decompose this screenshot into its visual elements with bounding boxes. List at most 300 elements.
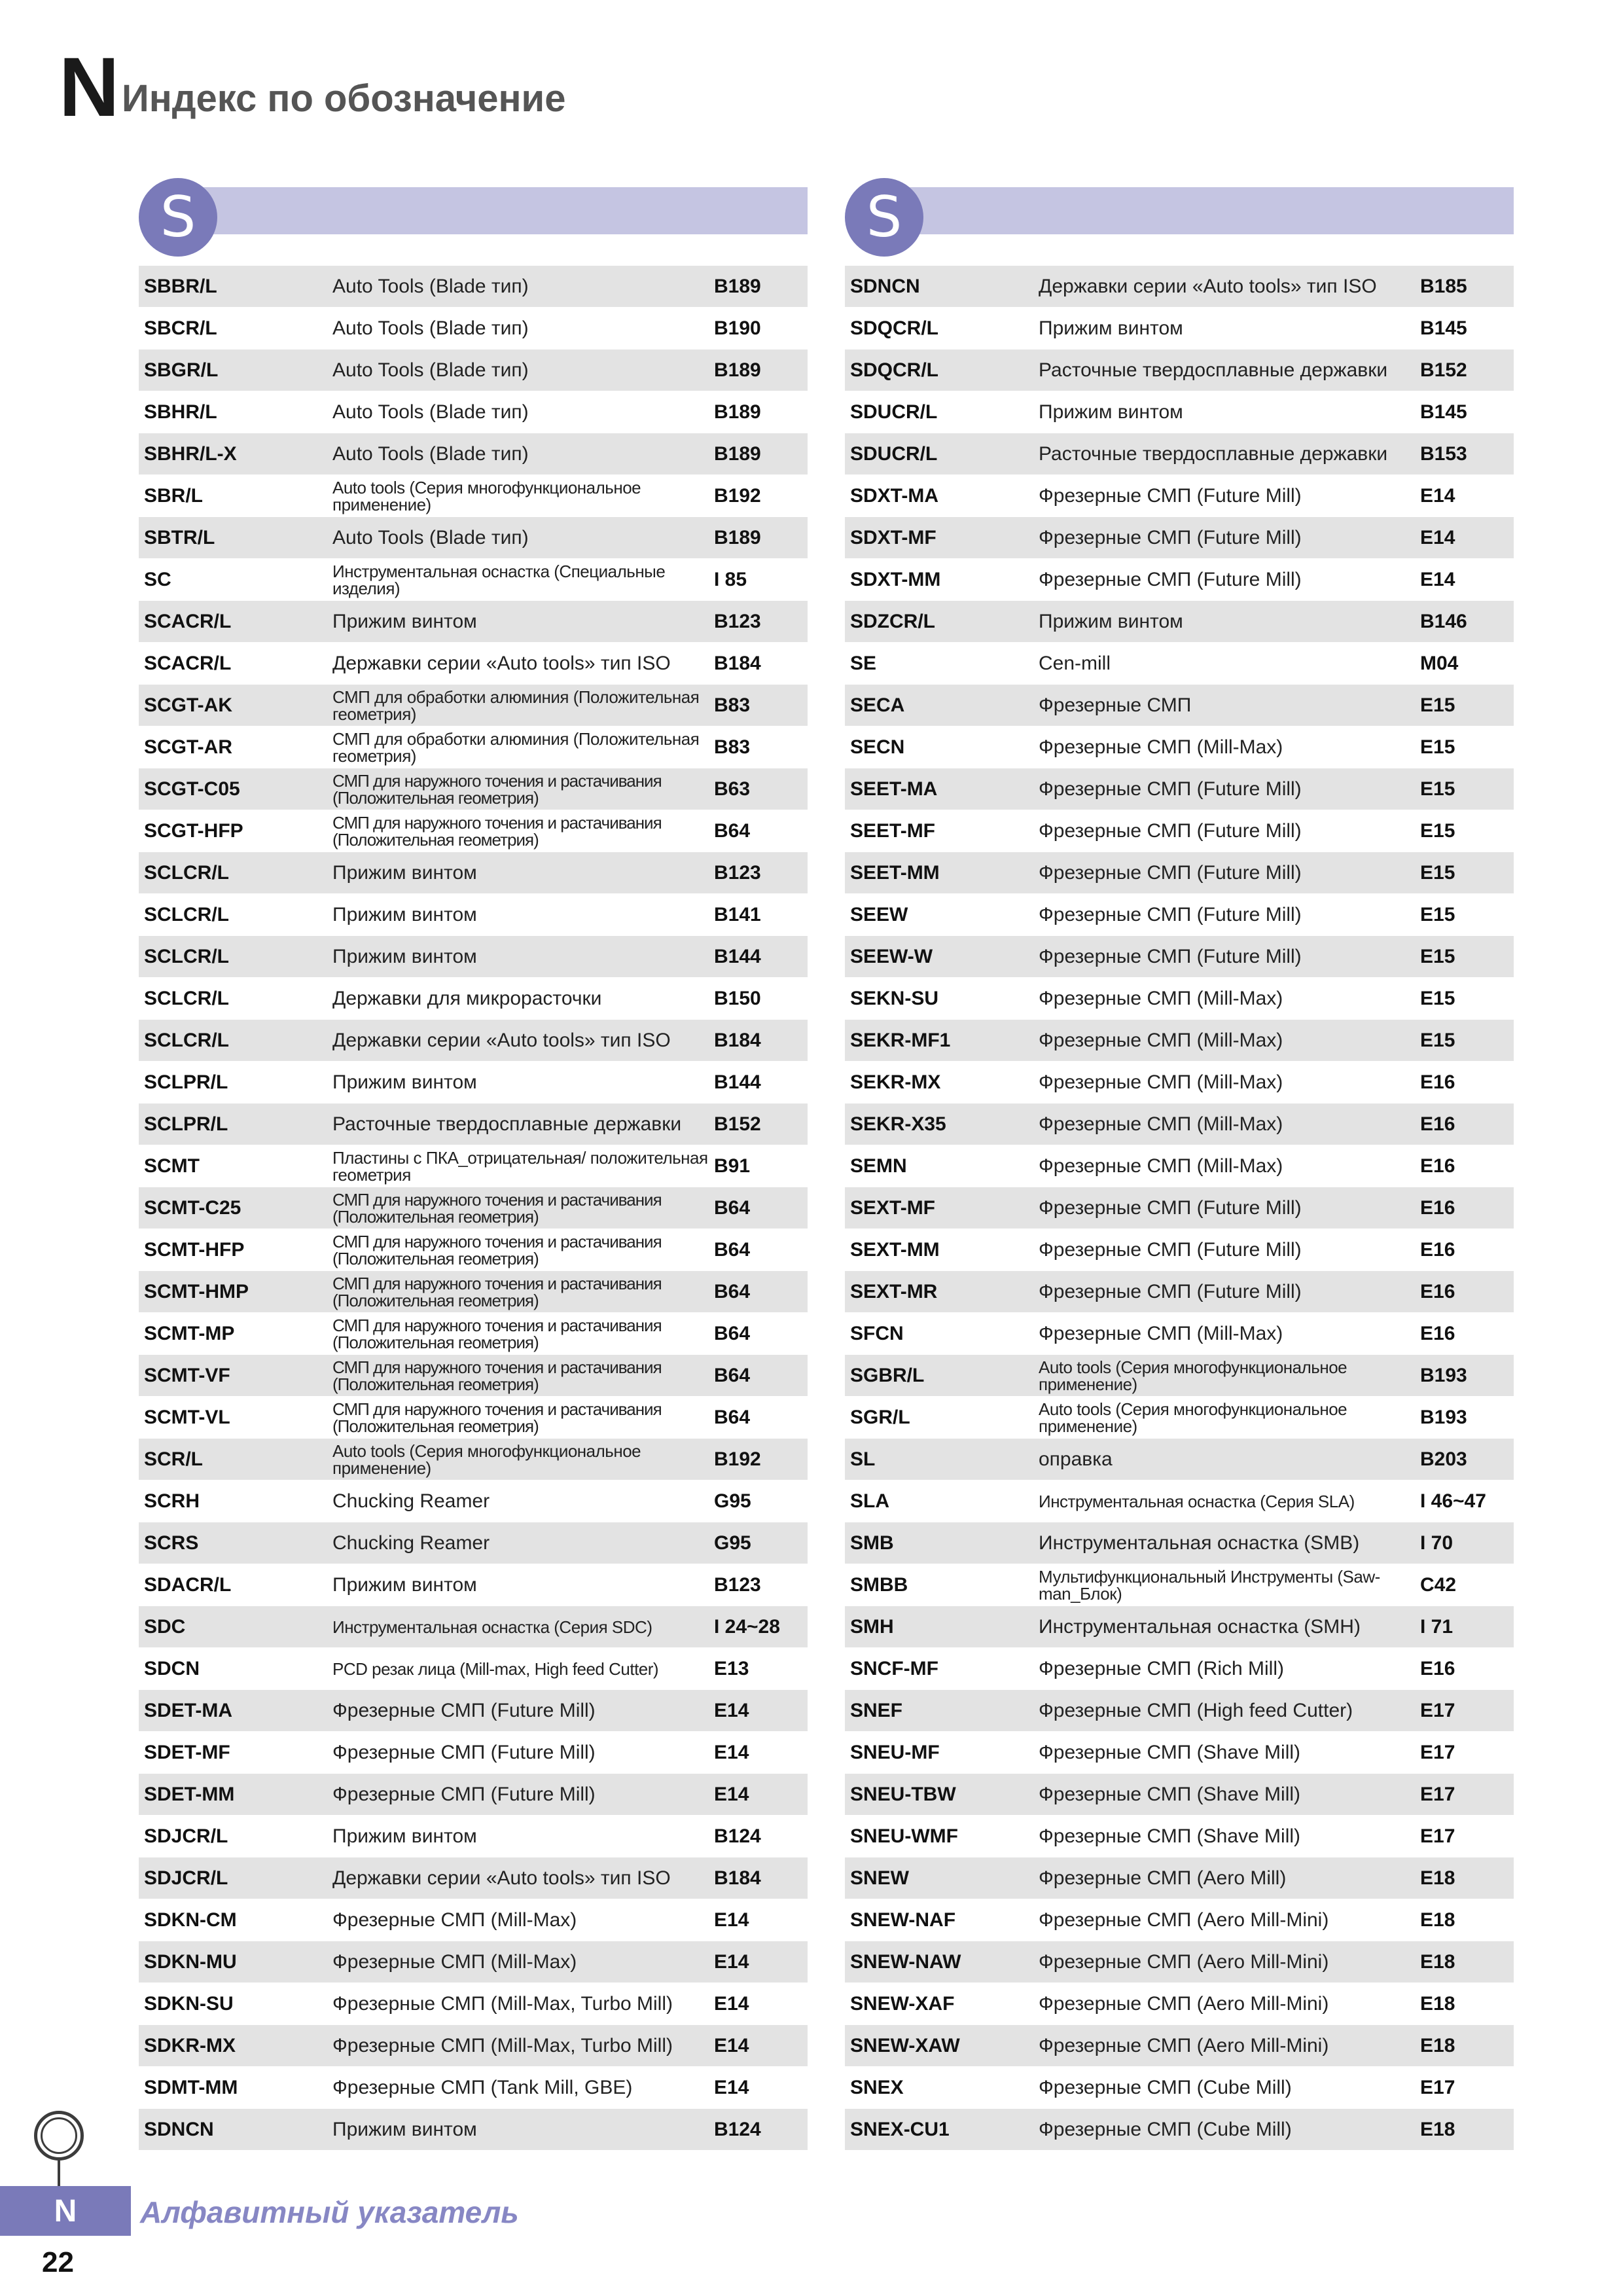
- designation-code: SDNCN: [850, 275, 920, 297]
- footer-title: Алфавитный указатель: [140, 2195, 519, 2229]
- description: Auto Tools (Blade тип): [332, 359, 529, 381]
- page-reference: E15: [1420, 736, 1455, 758]
- designation-code: SFCN: [850, 1322, 904, 1344]
- description: Chucking Reamer: [332, 1490, 490, 1512]
- designation-code: SNEW-NAW: [850, 1950, 961, 1973]
- description: Фрезерные СМП (Future Mill): [1039, 1280, 1302, 1302]
- page-reference: B189: [714, 442, 761, 465]
- description: СМП для наружного точения и растачивания (Положительная геометрия): [332, 812, 662, 850]
- page-reference: E16: [1420, 1155, 1455, 1177]
- description: Auto Tools (Blade тип): [332, 526, 529, 548]
- table-row: [845, 1983, 1514, 2025]
- page-reference: B83: [714, 736, 751, 758]
- page-reference: B63: [714, 778, 751, 800]
- description: Фрезерные СМП (Future Mill): [1039, 1196, 1302, 1219]
- table-row: [845, 1816, 1514, 1857]
- page-reference: B123: [714, 610, 761, 632]
- table-row: [845, 726, 1514, 768]
- table-row: [139, 2067, 808, 2109]
- designation-code: SNEW-XAW: [850, 2034, 960, 2056]
- page-reference: E18: [1420, 1950, 1455, 1973]
- description: СМП для обработки алюминия (Положительная геометрия): [332, 687, 700, 724]
- description: Фрезерные СМП (Mill-Max): [1039, 736, 1283, 758]
- description: Прижим винтом: [1039, 317, 1183, 339]
- description: Фрезерные СМП (Future Mill): [1039, 945, 1302, 967]
- designation-code: SNEX-CU1: [850, 2118, 950, 2140]
- page-reference: E16: [1420, 1196, 1455, 1219]
- designation-code: SMH: [850, 1615, 894, 1638]
- designation-code: SBTR/L: [144, 526, 215, 548]
- designation-code: SCGT-HFP: [144, 819, 243, 842]
- designation-code: SGBR/L: [850, 1364, 925, 1386]
- description: Державки для микрорасточки: [332, 987, 602, 1009]
- table-row: [845, 1229, 1514, 1271]
- description: Инструментальная оснастка (Специальные изделия): [332, 561, 666, 598]
- chapter-tab: N: [0, 2186, 131, 2236]
- description: Фрезерные СМП (Rich Mill): [1039, 1657, 1284, 1679]
- description: СМП для наружного точения и растачивания (Положительная геометрия): [332, 1315, 662, 1352]
- designation-code: SDQCR/L: [850, 317, 938, 339]
- page-reference: B189: [714, 526, 761, 548]
- designation-code: SEXT-MR: [850, 1280, 938, 1302]
- table-row: [139, 1941, 808, 1983]
- table-row: [139, 936, 808, 978]
- designation-code: SCACR/L: [144, 610, 232, 632]
- page-reference: E15: [1420, 861, 1455, 884]
- page-reference: G95: [714, 1532, 751, 1554]
- table-row: [139, 391, 808, 433]
- table-row: [139, 1313, 808, 1355]
- designation-code: SCRH: [144, 1490, 200, 1512]
- description: Фрезерные СМП (Future Mill): [332, 1699, 596, 1721]
- description: Chucking Reamer: [332, 1532, 490, 1554]
- page-reference: B123: [714, 861, 761, 884]
- description: Расточные твердосплавные державки: [1039, 359, 1388, 381]
- description: Auto tools (Серия многофункциональное применение): [1039, 1399, 1347, 1436]
- page-reference: E15: [1420, 903, 1455, 925]
- table-row: [845, 1313, 1514, 1355]
- table-row: [139, 475, 808, 517]
- table-row: [139, 1271, 808, 1313]
- designation-code: SDC: [144, 1615, 186, 1638]
- description: Фрезерные СМП (Mill-Max, Turbo Mill): [332, 2034, 673, 2056]
- table-row: [845, 1690, 1514, 1732]
- table-row: [139, 1229, 808, 1271]
- designation-code: SDCN: [144, 1657, 200, 1679]
- page-number: 22: [42, 2246, 74, 2278]
- section-bar: [884, 187, 1514, 234]
- description: Фрезерные СМП (Mill-Max): [1039, 1071, 1283, 1093]
- table-row: [845, 1648, 1514, 1690]
- description: Auto tools (Серия многофункциональное применение): [1039, 1357, 1347, 1394]
- description: PCD резак лица (Mill-max, High feed Cutter): [332, 1659, 659, 1679]
- page-reference: B184: [714, 1867, 761, 1889]
- table-row: [845, 391, 1514, 433]
- designation-code: SEKR-MX: [850, 1071, 941, 1093]
- designation-code: SDNCN: [144, 2118, 214, 2140]
- designation-code: SDET-MM: [144, 1783, 235, 1805]
- description: Auto Tools (Blade тип): [332, 317, 529, 339]
- table-row: [139, 433, 808, 475]
- page-reference: B193: [1420, 1364, 1467, 1386]
- designation-code: SCLCR/L: [144, 987, 229, 1009]
- table-row: [845, 1187, 1514, 1229]
- description: Фрезерные СМП (Future Mill): [1039, 526, 1302, 548]
- designation-code: SDET-MF: [144, 1741, 230, 1763]
- designation-code: SCMT-VL: [144, 1406, 230, 1428]
- page-reference: E14: [714, 1699, 749, 1721]
- table-row: [139, 1857, 808, 1899]
- page-reference: E17: [1420, 1783, 1455, 1805]
- page-reference: E17: [1420, 1741, 1455, 1763]
- designation-code: SDUCR/L: [850, 442, 938, 465]
- page-reference: E15: [1420, 987, 1455, 1009]
- page-reference: B189: [714, 359, 761, 381]
- designation-code: SEMN: [850, 1155, 907, 1177]
- description: СМП для обработки алюминия (Положительная геометрия): [332, 728, 700, 766]
- table-row: [845, 2067, 1514, 2109]
- designation-code: SDXT-MA: [850, 484, 938, 507]
- description: СМП для наружного точения и растачивания (Положительная геометрия): [332, 770, 662, 808]
- designation-code: SDUCR/L: [850, 401, 938, 423]
- designation-code: SDQCR/L: [850, 359, 938, 381]
- table-row: [139, 726, 808, 768]
- page-reference: E16: [1420, 1280, 1455, 1302]
- page-reference: B144: [714, 945, 761, 967]
- description: Прижим винтом: [332, 1825, 477, 1847]
- page-reference: B185: [1420, 275, 1467, 297]
- designation-code: SNEU-MF: [850, 1741, 940, 1763]
- description: Фрезерные СМП (Future Mill): [1039, 778, 1302, 800]
- designation-code: SMBB: [850, 1573, 908, 1596]
- designation-code: SCACR/L: [144, 652, 232, 674]
- designation-code: SEET-MM: [850, 861, 940, 884]
- description: Инструментальная оснастка (SMB): [1039, 1532, 1360, 1554]
- description: Фрезерные СМП (Future Mill): [1039, 819, 1302, 842]
- page-reference: E16: [1420, 1322, 1455, 1344]
- designation-code: SNEW-XAF: [850, 1992, 955, 2015]
- page-reference: E16: [1420, 1071, 1455, 1093]
- page-reference: B184: [714, 1029, 761, 1051]
- description: оправка: [1039, 1448, 1113, 1470]
- index-column-left: [139, 178, 808, 2151]
- page-reference: I 46~47: [1420, 1490, 1486, 1512]
- table-row: [845, 810, 1514, 852]
- page-reference: E16: [1420, 1238, 1455, 1261]
- designation-code: SCRS: [144, 1532, 199, 1554]
- ring-binder-stem: [58, 2160, 60, 2186]
- description: Фрезерные СМП (Future Mill): [1039, 484, 1302, 507]
- page-reference: B64: [714, 1280, 751, 1302]
- page-reference: E17: [1420, 1699, 1455, 1721]
- designation-code: SDKR-MX: [144, 2034, 236, 2056]
- table-row: [845, 852, 1514, 894]
- description: Фрезерные СМП (Mill-Max): [1039, 987, 1283, 1009]
- page-reference: B64: [714, 1196, 751, 1219]
- table-row: [845, 517, 1514, 559]
- description: Прижим винтом: [332, 1071, 477, 1093]
- description: Державки серии «Auto tools» тип ISO: [332, 652, 671, 674]
- designation-code: SEXT-MM: [850, 1238, 940, 1261]
- page-reference: E14: [714, 1783, 749, 1805]
- description: Державки серии «Auto tools» тип ISO: [332, 1867, 671, 1889]
- page-reference: E18: [1420, 2118, 1455, 2140]
- page-reference: B64: [714, 1322, 751, 1344]
- chapter-letter: N: [59, 41, 117, 134]
- table-row: [139, 685, 808, 726]
- designation-code: SEET-MA: [850, 778, 938, 800]
- table-row: [139, 1145, 808, 1187]
- table-row: [845, 936, 1514, 978]
- table-row: [845, 2025, 1514, 2067]
- designation-code: SGR/L: [850, 1406, 910, 1428]
- description: Фрезерные СМП (Aero Mill): [1039, 1867, 1287, 1889]
- designation-code: SEXT-MF: [850, 1196, 936, 1219]
- table-row: [139, 1480, 808, 1522]
- table-row: [139, 1690, 808, 1732]
- page-reference: B145: [1420, 401, 1467, 423]
- page-reference: E18: [1420, 1867, 1455, 1889]
- page-reference: B64: [714, 1406, 751, 1428]
- designation-code: SDKN-MU: [144, 1950, 237, 1973]
- designation-code: SEEW-W: [850, 945, 933, 967]
- designation-code: SCGT-AK: [144, 694, 232, 716]
- table-row: [845, 1103, 1514, 1145]
- designation-code: SNEX: [850, 2076, 904, 2098]
- description: Расточные твердосплавные державки: [1039, 442, 1388, 465]
- page-reference: E18: [1420, 1992, 1455, 2015]
- table-row: [845, 1271, 1514, 1313]
- page-reference: B141: [714, 903, 761, 925]
- description: Расточные твердосплавные державки: [332, 1113, 682, 1135]
- page-reference: E16: [1420, 1113, 1455, 1135]
- ring-binder-inner: [41, 2117, 77, 2154]
- description: Инструментальная оснастка (SMH): [1039, 1615, 1361, 1638]
- table-row: [845, 1062, 1514, 1103]
- table-row: [139, 1522, 808, 1564]
- description: СМП для наружного точения и растачивания (Положительная геометрия): [332, 1357, 662, 1394]
- table-row: [139, 1899, 808, 1941]
- description: Фрезерные СМП (Aero Mill-Mini): [1039, 1909, 1329, 1931]
- table-row: [139, 1355, 808, 1397]
- page-reference: E14: [714, 1741, 749, 1763]
- description: СМП для наружного точения и растачивания (Положительная геометрия): [332, 1273, 662, 1310]
- page-reference: E16: [1420, 1657, 1455, 1679]
- description: Фрезерные СМП (Shave Mill): [1039, 1783, 1301, 1805]
- designation-code: SCLCR/L: [144, 945, 229, 967]
- designation-code: SNEW-NAF: [850, 1909, 956, 1931]
- page-reference: B152: [1420, 359, 1467, 381]
- page-reference: B83: [714, 694, 751, 716]
- designation-code: SCLPR/L: [144, 1113, 228, 1135]
- section-letter-badge: S: [845, 178, 923, 257]
- designation-code: SCMT: [144, 1155, 200, 1177]
- description: Фрезерные СМП (Future Mill): [332, 1741, 596, 1763]
- section-header: [139, 178, 808, 259]
- page-reference: B192: [714, 484, 761, 507]
- designation-code: SECA: [850, 694, 905, 716]
- description: Auto Tools (Blade тип): [332, 401, 529, 423]
- description: Фрезерные СМП (Mill-Max): [1039, 1155, 1283, 1177]
- page-reference: B145: [1420, 317, 1467, 339]
- table-row: [845, 2109, 1514, 2151]
- description: Фрезерные СМП (Mill-Max): [1039, 1029, 1283, 1051]
- page-reference: B193: [1420, 1406, 1467, 1428]
- table-row: [139, 266, 808, 308]
- designation-code: SBR/L: [144, 484, 203, 507]
- designation-code: SC: [144, 568, 171, 590]
- description: Прижим винтом: [1039, 610, 1183, 632]
- page-reference: E14: [714, 1909, 749, 1931]
- section-bar: [178, 187, 808, 234]
- table-row: [845, 475, 1514, 517]
- table-row: [845, 601, 1514, 643]
- description: Auto Tools (Blade тип): [332, 275, 529, 297]
- designation-code: SCMT-VF: [144, 1364, 230, 1386]
- designation-code: SEKN-SU: [850, 987, 939, 1009]
- description: СМП для наружного точения и растачивания (Положительная геометрия): [332, 1189, 662, 1227]
- designation-code: SBHR/L-X: [144, 442, 237, 465]
- table-row: [845, 559, 1514, 601]
- description: Фрезерные СМП (Mill-Max): [1039, 1113, 1283, 1135]
- designation-code: SCMT-C25: [144, 1196, 241, 1219]
- designation-code: SDMT-MM: [144, 2076, 238, 2098]
- page-reference: B153: [1420, 442, 1467, 465]
- page-reference: B64: [714, 1364, 751, 1386]
- designation-code: SDKN-SU: [144, 1992, 234, 2015]
- page-reference: E15: [1420, 778, 1455, 800]
- description: Фрезерные СМП (Mill-Max): [332, 1950, 577, 1973]
- page-reference: E14: [714, 2034, 749, 2056]
- description: Прижим винтом: [332, 903, 477, 925]
- designation-code: SCMT-HFP: [144, 1238, 245, 1261]
- description: Auto Tools (Blade тип): [332, 442, 529, 465]
- description: Фрезерные СМП (Mill-Max, Turbo Mill): [332, 1992, 673, 2015]
- page-reference: E18: [1420, 2034, 1455, 2056]
- designation-code: SLA: [850, 1490, 889, 1512]
- table-row: [845, 1564, 1514, 1606]
- table-row: [845, 1899, 1514, 1941]
- page-reference: B184: [714, 652, 761, 674]
- description: Фрезерные СМП (Future Mill): [1039, 1238, 1302, 1261]
- page-reference: I 71: [1420, 1615, 1454, 1638]
- page-reference: B146: [1420, 610, 1467, 632]
- description: Фрезерные СМП (Tank Mill, GBE): [332, 2076, 633, 2098]
- page-reference: E15: [1420, 819, 1455, 842]
- description: Фрезерные СМП (Shave Mill): [1039, 1825, 1301, 1847]
- table-row: [139, 1564, 808, 1606]
- designation-code: SBCR/L: [144, 317, 217, 339]
- index-column-right: [845, 178, 1514, 2151]
- page-reference: E17: [1420, 2076, 1455, 2098]
- designation-code: SEKR-X35: [850, 1113, 946, 1135]
- designation-code: SCR/L: [144, 1448, 203, 1470]
- description: Фрезерные СМП (Cube Mill): [1039, 2118, 1292, 2140]
- table-row: [139, 1020, 808, 1062]
- description: Фрезерные СМП (Future Mill): [1039, 568, 1302, 590]
- description: Фрезерные СМП (Future Mill): [332, 1783, 596, 1805]
- designation-code: SBGR/L: [144, 359, 219, 381]
- table-row: [845, 1606, 1514, 1648]
- page-reference: E14: [1420, 568, 1455, 590]
- section-header: [845, 178, 1514, 259]
- designation-code: SDZCR/L: [850, 610, 935, 632]
- page-reference: M04: [1420, 652, 1459, 674]
- table-row: [845, 894, 1514, 936]
- table-row: [845, 643, 1514, 685]
- page-reference: B144: [714, 1071, 761, 1093]
- table-row: [139, 1439, 808, 1480]
- table-row: [845, 308, 1514, 350]
- page-reference: B124: [714, 1825, 761, 1847]
- page-reference: B64: [714, 819, 751, 842]
- table-row: [139, 350, 808, 391]
- table-row: [845, 1439, 1514, 1480]
- table-row: [139, 1648, 808, 1690]
- description: Фрезерные СМП (Aero Mill-Mini): [1039, 1992, 1329, 2015]
- table-row: [845, 685, 1514, 726]
- description: Прижим винтом: [332, 861, 477, 884]
- description: Фрезерные СМП (Aero Mill-Mini): [1039, 1950, 1329, 1973]
- description: Инструментальная оснастка (Серия SDC): [332, 1617, 652, 1637]
- index-table-left: [139, 266, 808, 2151]
- page-reference: B124: [714, 2118, 761, 2140]
- designation-code: SCMT-HMP: [144, 1280, 249, 1302]
- designation-code: SNEF: [850, 1699, 903, 1721]
- description: Державки серии «Auto tools» тип ISO: [332, 1029, 671, 1051]
- table-row: [139, 894, 808, 936]
- designation-code: SCGT-C05: [144, 778, 240, 800]
- designation-code: SMB: [850, 1532, 894, 1554]
- table-row: [845, 768, 1514, 810]
- designation-code: SDKN-CM: [144, 1909, 237, 1931]
- designation-code: SCLCR/L: [144, 861, 229, 884]
- page-reference: E13: [714, 1657, 749, 1679]
- table-row: [845, 978, 1514, 1020]
- section-letter-badge: S: [139, 178, 217, 257]
- page-reference: B189: [714, 275, 761, 297]
- page-reference: B203: [1420, 1448, 1467, 1470]
- page-reference: G95: [714, 1490, 751, 1512]
- description: Фрезерные СМП (Shave Mill): [1039, 1741, 1301, 1763]
- designation-code: SEEW: [850, 903, 908, 925]
- page-reference: I 24~28: [714, 1615, 780, 1638]
- designation-code: SDACR/L: [144, 1573, 232, 1596]
- description: Фрезерные СМП: [1039, 694, 1192, 716]
- page-reference: B189: [714, 401, 761, 423]
- designation-code: SCLPR/L: [144, 1071, 228, 1093]
- page-reference: E18: [1420, 1909, 1455, 1931]
- designation-code: SECN: [850, 736, 905, 758]
- page-reference: B64: [714, 1238, 751, 1261]
- page-reference: E15: [1420, 1029, 1455, 1051]
- designation-code: SCLCR/L: [144, 903, 229, 925]
- designation-code: SE: [850, 652, 877, 674]
- description: Прижим винтом: [332, 1573, 477, 1596]
- designation-code: SCGT-AR: [144, 736, 232, 758]
- page-reference: I 70: [1420, 1532, 1454, 1554]
- table-row: [139, 643, 808, 685]
- table-row: [845, 1397, 1514, 1439]
- table-row: [845, 1941, 1514, 1983]
- table-row: [139, 601, 808, 643]
- page-reference: B152: [714, 1113, 761, 1135]
- description: Фрезерные СМП (Future Mill): [1039, 903, 1302, 925]
- page-reference: E14: [1420, 526, 1455, 548]
- page-reference: B150: [714, 987, 761, 1009]
- description: Мультифункциональный Инструменты (Saw-man_Блок): [1039, 1566, 1380, 1604]
- page-reference: E14: [1420, 484, 1455, 507]
